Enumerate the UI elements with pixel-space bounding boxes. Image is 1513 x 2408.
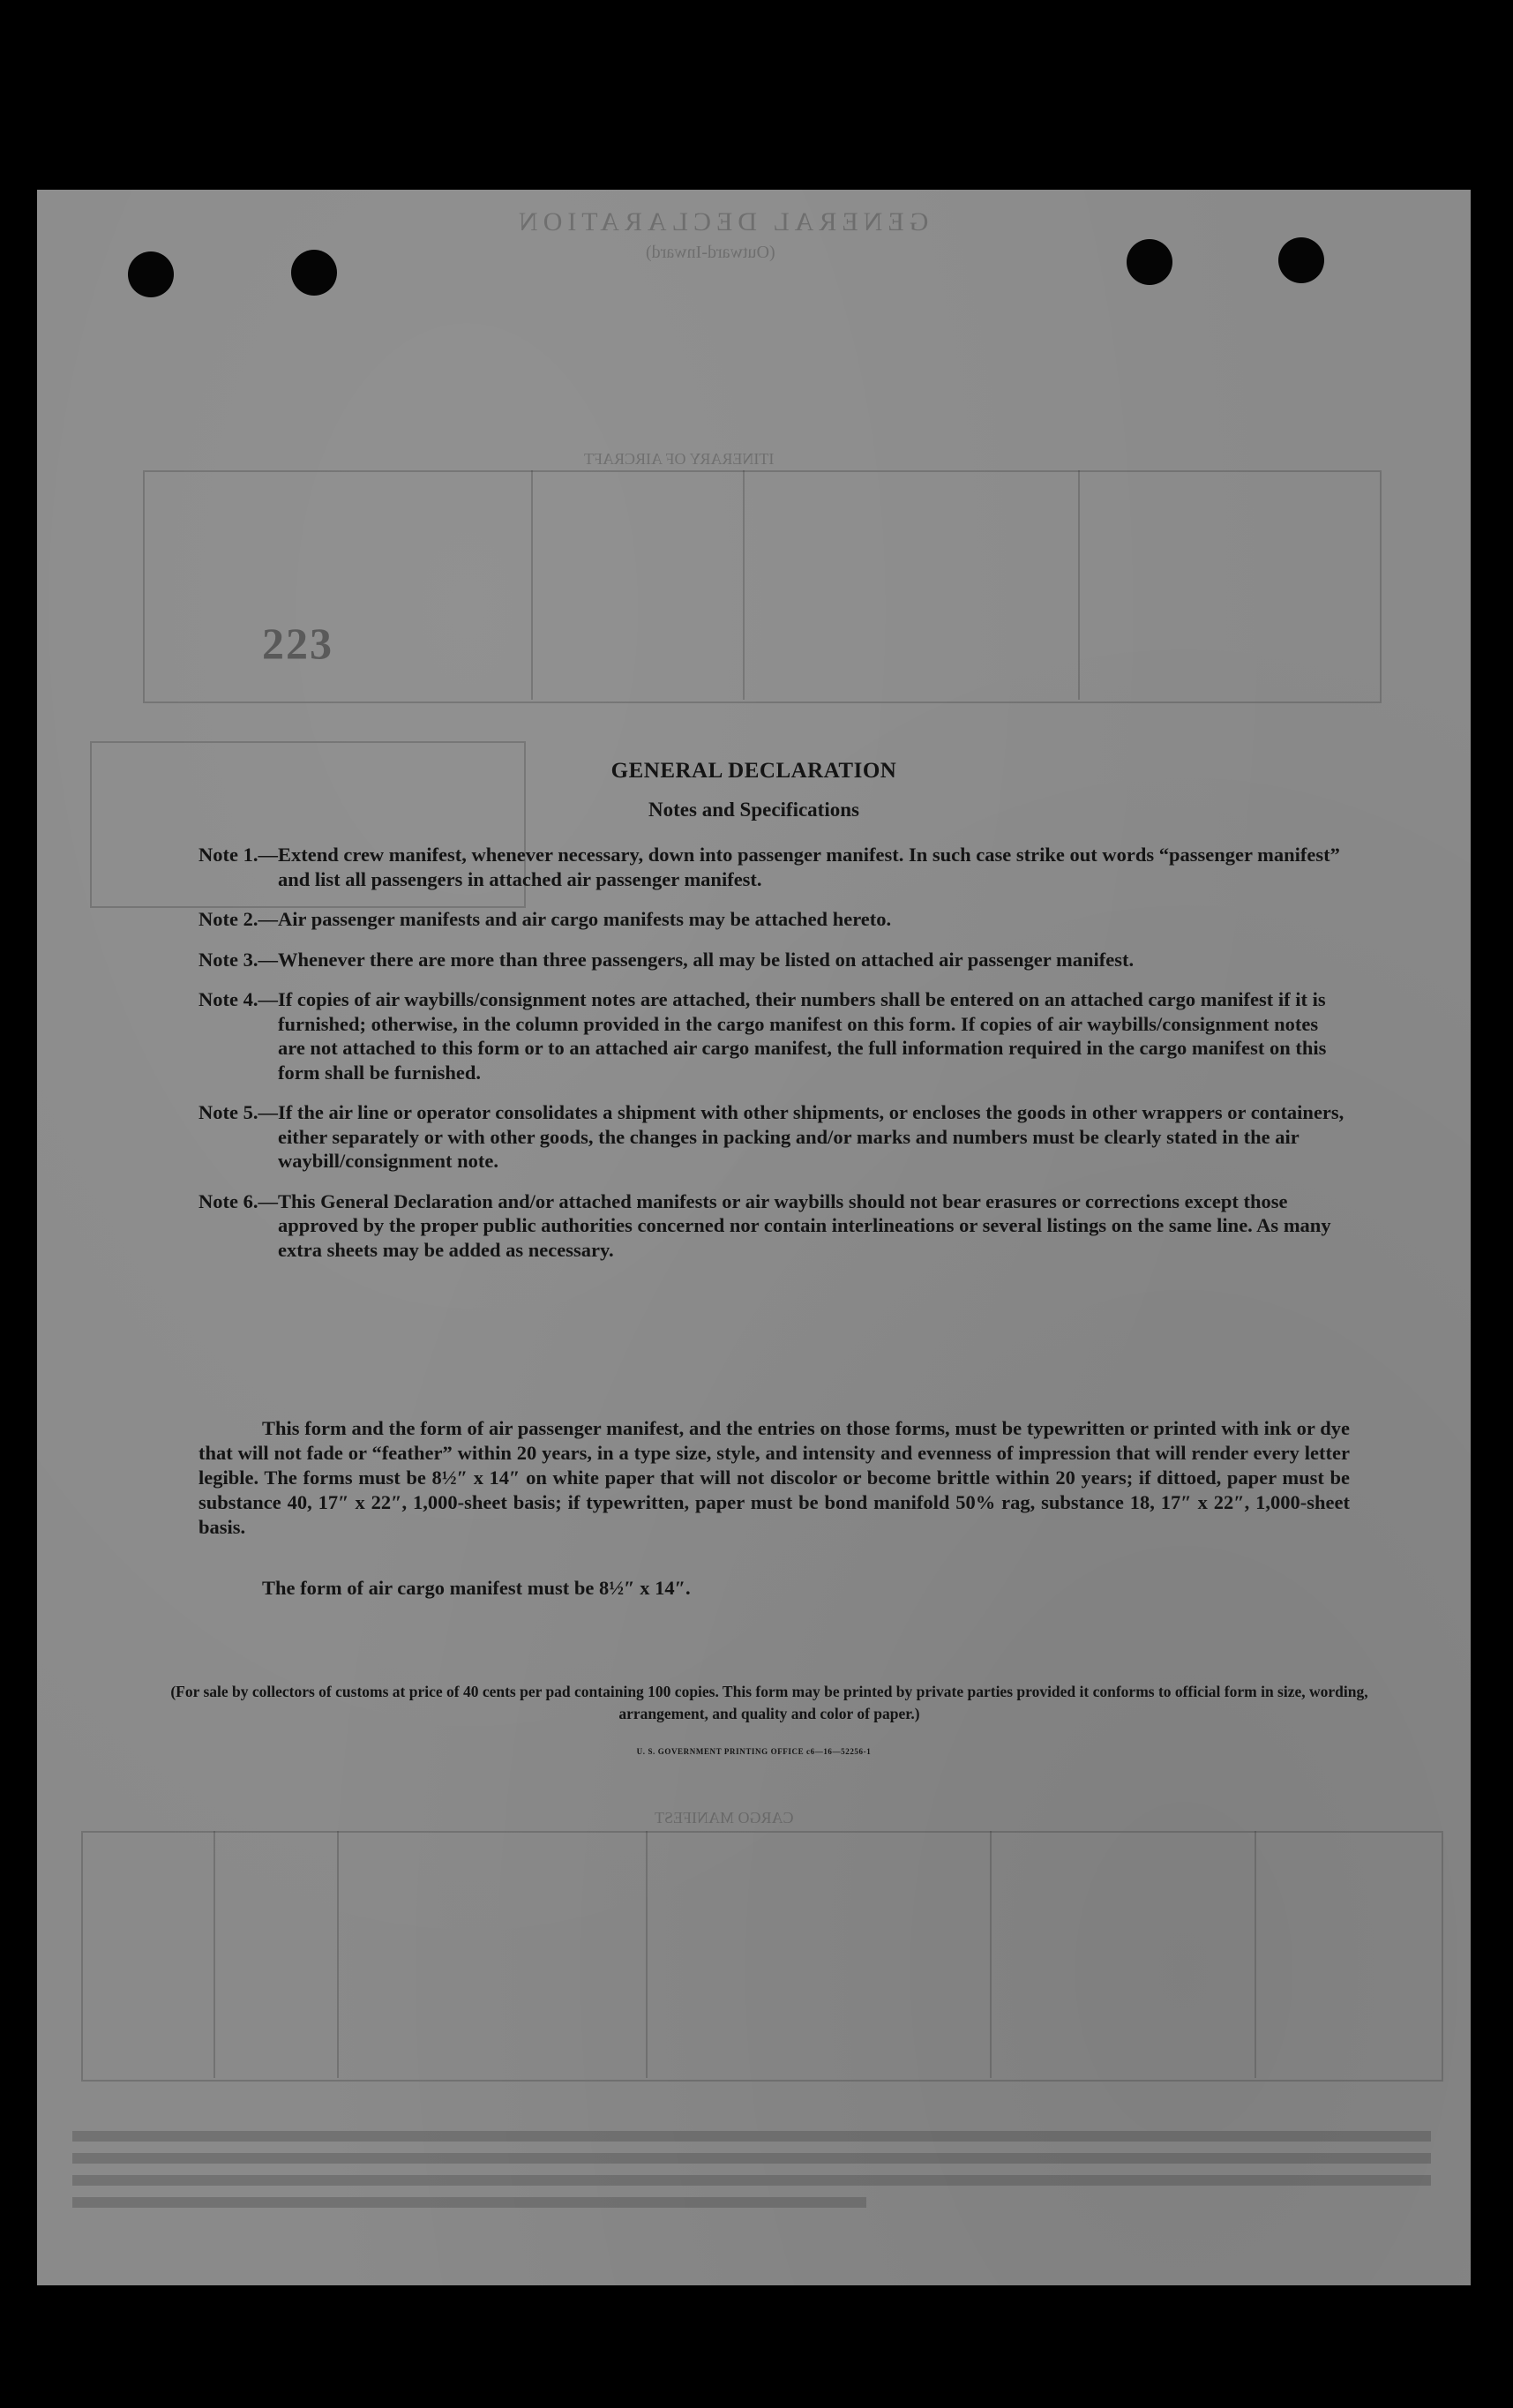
bleed-through-cargo-label: CARGO MANIFEST (655, 1809, 794, 1827)
punch-hole-left (128, 251, 174, 297)
note-label: Note 1. (198, 844, 258, 866)
bleed-through-rule (337, 1831, 339, 2078)
bleed-through-title: GENERAL DECLARATION (513, 207, 929, 236)
declaration-subheading: Notes and Specifications (648, 799, 859, 821)
punch-hole-center (291, 250, 337, 296)
notes-list (198, 843, 1350, 1278)
note-item: Note 1.— Extend crew manifest, whenever necessary, down into passenger manifest. In such case strike out words “passenger manifest” and list all passengers in attached air passenger manifest. (198, 843, 1350, 891)
bleed-through-itinerary-label: ITINERARY OF AIRCRAFT (584, 450, 775, 468)
format-requirements-paragraph: This form and the form of air passenger manifest, and the entries on those forms, must be typewritten or printed with ink or dye that will not fade or “feather” within 20 years, in a type size, style, and intensity and evenness of impression that will render every letter legible. The forms must be 8½″ x 14″ on white paper that will not discolor or become brittle within 20 years; if dittoed, paper must be substance 40, 17″ x 22″, 1,000-sheet basis; if typewritten, paper must be bond manifold 50% rag, substance 18, 17″ x 22″, 1,000-sheet basis. (198, 1417, 1350, 1538)
note-label: Note 4. (198, 988, 258, 1010)
note-label: Note 2. (198, 908, 258, 930)
bleed-through-rule (1078, 470, 1080, 700)
note-text: This General Declaration and/or attached manifests or air waybills should not bear erasures or corrections except those approved by the proper public authorities concerned nor contain interlineations or several listings on the same line. As many extra sheets may be added as necessary. (277, 1189, 1331, 1261)
bleed-through-text-line (72, 2153, 1431, 2164)
bleed-through-cargo-table (81, 1831, 1443, 2082)
note-item: Note 3.— Whenever there are more than three passengers, all may be listed on attached air passenger manifest. (198, 948, 1350, 972)
declaration-heading: GENERAL DECLARATION (610, 759, 897, 783)
note-text: Extend crew manifest, whenever necessary, down into passenger manifest. In such case strike out words “passenger manifest” and list all passengers in attached air passenger manifest. (277, 844, 1340, 890)
note-text: If the air line or operator consolidates a shipment with other shipments, or encloses the goods in other wrappers or containers, either separately or with other goods, the changes in packing and/or marks and numbers must be clearly stated in the air waybill/consignment note. (277, 1101, 1344, 1172)
sale-note: (For sale by collectors of customs at price of 40 cents per pad containing 100 copies. This form may be printed by private parties provided it conforms to official form in size, wording, arrangement, and quality and color of paper.) (170, 1683, 1368, 1722)
note-text: Air passenger manifests and air cargo manifests may be attached hereto. (277, 908, 892, 930)
bleed-through-rule (1255, 1831, 1256, 2078)
bleed-through-rule (990, 1831, 992, 2078)
bleed-through-rule (646, 1831, 648, 2078)
note-text: Whenever there are more than three passengers, all may be listed on attached air passenger manifest. (277, 948, 1135, 971)
note-item: Note 6.— This General Declaration and/or attached manifests or air waybills should not bear erasures or corrections except those approved by the proper public authorities concerned nor contain interlineations or several listings on the same line. As many extra sheets may be added as necessary. (198, 1189, 1350, 1263)
bleed-through-subtitle: (Outward-Inward) (646, 243, 775, 262)
punch-hole-right-2 (1278, 237, 1324, 283)
document-page (37, 190, 1471, 2285)
punch-hole-right-1 (1127, 239, 1172, 285)
bleed-through-rule (743, 470, 745, 700)
note-label: Note 6. (198, 1189, 258, 1212)
note-item: Note 2.— Air passenger manifests and air cargo manifests may be attached hereto. (198, 907, 1350, 932)
printer-imprint: U. S. GOVERNMENT PRINTING OFFICE c6—16—52256-1 (636, 1747, 872, 1756)
note-label: Note 3. (198, 948, 258, 971)
bleed-through-text-line (72, 2131, 1431, 2142)
note-label: Note 5. (198, 1101, 258, 1123)
note-text: If copies of air waybills/consignment notes are attached, their numbers shall be entered on an attached cargo manifest if it is furnished; otherwise, in the column provided in the cargo manifest on this form. If copies of air waybills/consignment notes are not attached to this form or to an attached air cargo manifest, the full information required in the cargo manifest on this form shall be furnished. (277, 988, 1327, 1084)
note-item: Note 4.— If copies of air waybills/consignment notes are attached, their numbers shall be entered on an attached cargo manifest if it is furnished; otherwise, in the column provided in the cargo manifest on this form. If copies of air waybills/consignment notes are not attached to this form or to an attached air cargo manifest, the full information required in the cargo manifest on this form shall be furnished. (198, 987, 1350, 1084)
bleed-through-stamp-number: 223 (262, 619, 333, 668)
bleed-through-rule (531, 470, 533, 700)
cargo-manifest-size-note: The form of air cargo manifest must be 8½″ x 14″. (262, 1577, 691, 1599)
bleed-through-text-line (72, 2175, 1431, 2186)
note-item: Note 5.— If the air line or operator consolidates a shipment with other shipments, or encloses the goods in other wrappers or containers, either separately or with other goods, the changes in packing and/or marks and numbers must be clearly stated in the air waybill/consignment note. (198, 1100, 1350, 1174)
bleed-through-text-line (72, 2197, 866, 2208)
bleed-through-rule (213, 1831, 215, 2078)
